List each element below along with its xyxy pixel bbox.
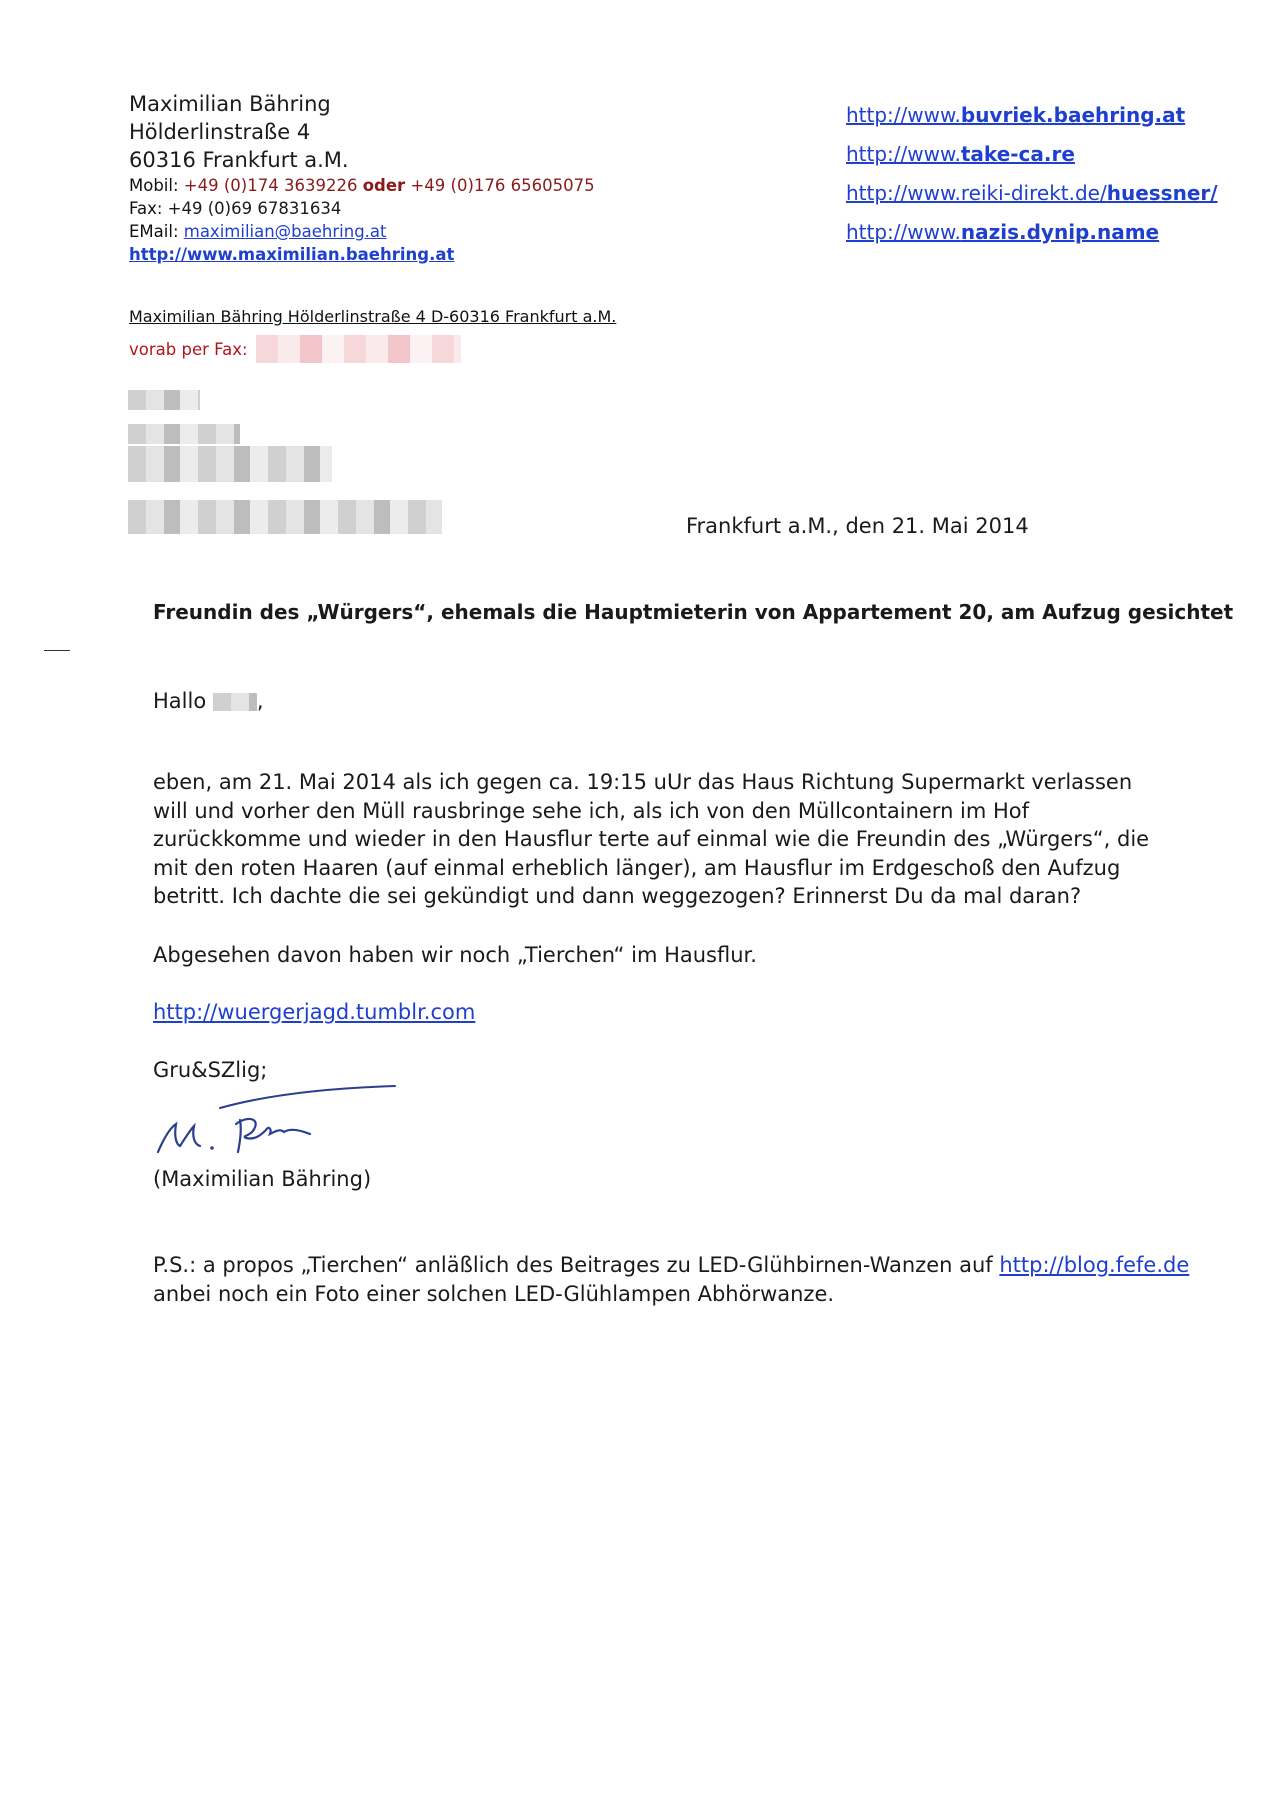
weblinks-block bbox=[846, 96, 1218, 252]
body-paragraph-1: eben, am 21. Mai 2014 als ich gegen ca. 19:15 uUr das Haus Richtung Supermarkt verlassen will und vorher den Müll rausbringe sehe ich, als ich von den Müllcontainern im Hof zurückkomme und wieder in den Hausflur terte auf einmal wie die Freundin des „Würgers“, die mit den roten Haaren (auf einmal erheblich länger), am Hausflur im Erdgeschoß den Aufzug betritt. Ich dachte die sei gekündigt und dann weggezogen? Erinnerst Du da mal daran? bbox=[153, 770, 1150, 908]
fax-line bbox=[129, 340, 248, 359]
ps-text: P.S.: a propos „Tierchen“ anläßlich des Beitrages zu LED-Glühbirnen-Wanzen auf bbox=[153, 1253, 993, 1277]
fax-line-label: vorab per Fax: bbox=[129, 340, 248, 359]
signature-name: (Maximilian Bähring) bbox=[153, 1167, 372, 1191]
redacted-greeting-name bbox=[213, 693, 257, 711]
redacted-recipient-line-2 bbox=[128, 424, 240, 444]
return-address: Maximilian Bähring Hölderlinstraße 4 D-60316 Frankfurt a.M. bbox=[129, 307, 617, 326]
sender-mobile-line bbox=[129, 174, 595, 197]
sender-fax-line bbox=[129, 197, 595, 220]
weblink-row bbox=[846, 174, 1218, 213]
ps-line-2: anbei noch ein Foto einer solchen LED-Glühlampen Abhörwanze. bbox=[153, 1282, 835, 1306]
body-paragraph-2: Abgesehen davon haben wir noch „Tierchen“ im Hausflur. bbox=[153, 943, 757, 967]
mobil-label: Mobil: bbox=[129, 176, 179, 195]
weblink-take-care[interactable]: http://www.take-ca.re bbox=[846, 142, 1075, 166]
letter-subject: Freundin des „Würgers“, ehemals die Hauptmieterin von Appartement 20, am Aufzug gesichtet bbox=[153, 600, 1234, 624]
redacted-recipient-line-4 bbox=[128, 500, 442, 534]
redacted-recipient-line-1 bbox=[128, 390, 200, 410]
tumblr-link-line bbox=[153, 998, 475, 1027]
fold-mark bbox=[44, 650, 70, 651]
weblink-reiki[interactable]: http://www.reiki-direkt.de/huessner/ bbox=[846, 181, 1218, 205]
greeting-comma: , bbox=[256, 689, 264, 713]
fax-number: +49 (0)69 67831634 bbox=[167, 199, 342, 218]
fefe-blog-link[interactable]: http://blog.fefe.de bbox=[999, 1253, 1190, 1277]
sender-city: 60316 Frankfurt a.M. bbox=[129, 148, 349, 172]
greeting-word: Hallo bbox=[153, 689, 207, 713]
weblink-row bbox=[846, 135, 1218, 174]
weblink-nazis[interactable]: http://www.nazis.dynip.name bbox=[846, 220, 1160, 244]
weblink-row bbox=[846, 96, 1218, 135]
website-link[interactable]: http://www.maximilian.baehring.at bbox=[129, 245, 455, 264]
closing-line: Gru&SZlig; bbox=[153, 1058, 268, 1082]
weblink-row bbox=[846, 213, 1218, 252]
mobil-number-1: +49 (0)174 3639226 bbox=[183, 176, 358, 195]
weblink-buvriek[interactable]: http://www.buvriek.baehring.at bbox=[846, 103, 1186, 127]
mobil-number-2: +49 (0)176 65605075 bbox=[410, 176, 595, 195]
sender-street: Hölderlinstraße 4 bbox=[129, 120, 311, 144]
email-link[interactable]: maximilian@baehring.at bbox=[183, 222, 387, 241]
greeting-line bbox=[153, 687, 264, 716]
tumblr-link[interactable]: http://wuergerjagd.tumblr.com bbox=[153, 1000, 476, 1024]
signature-image bbox=[150, 1080, 400, 1160]
sender-name: Maximilian Bähring bbox=[129, 92, 331, 116]
sender-website-line bbox=[129, 243, 595, 266]
oder-word: oder bbox=[362, 176, 406, 195]
fax-label: Fax: bbox=[129, 199, 163, 218]
sender-email-line bbox=[129, 220, 595, 243]
sender-block bbox=[129, 90, 595, 266]
ps-line-1 bbox=[153, 1251, 1189, 1280]
redacted-recipient-line-3 bbox=[128, 446, 332, 482]
email-label: EMail: bbox=[129, 222, 179, 241]
redacted-fax-number bbox=[256, 335, 461, 363]
letter-date: Frankfurt a.M., den 21. Mai 2014 bbox=[686, 514, 1029, 538]
